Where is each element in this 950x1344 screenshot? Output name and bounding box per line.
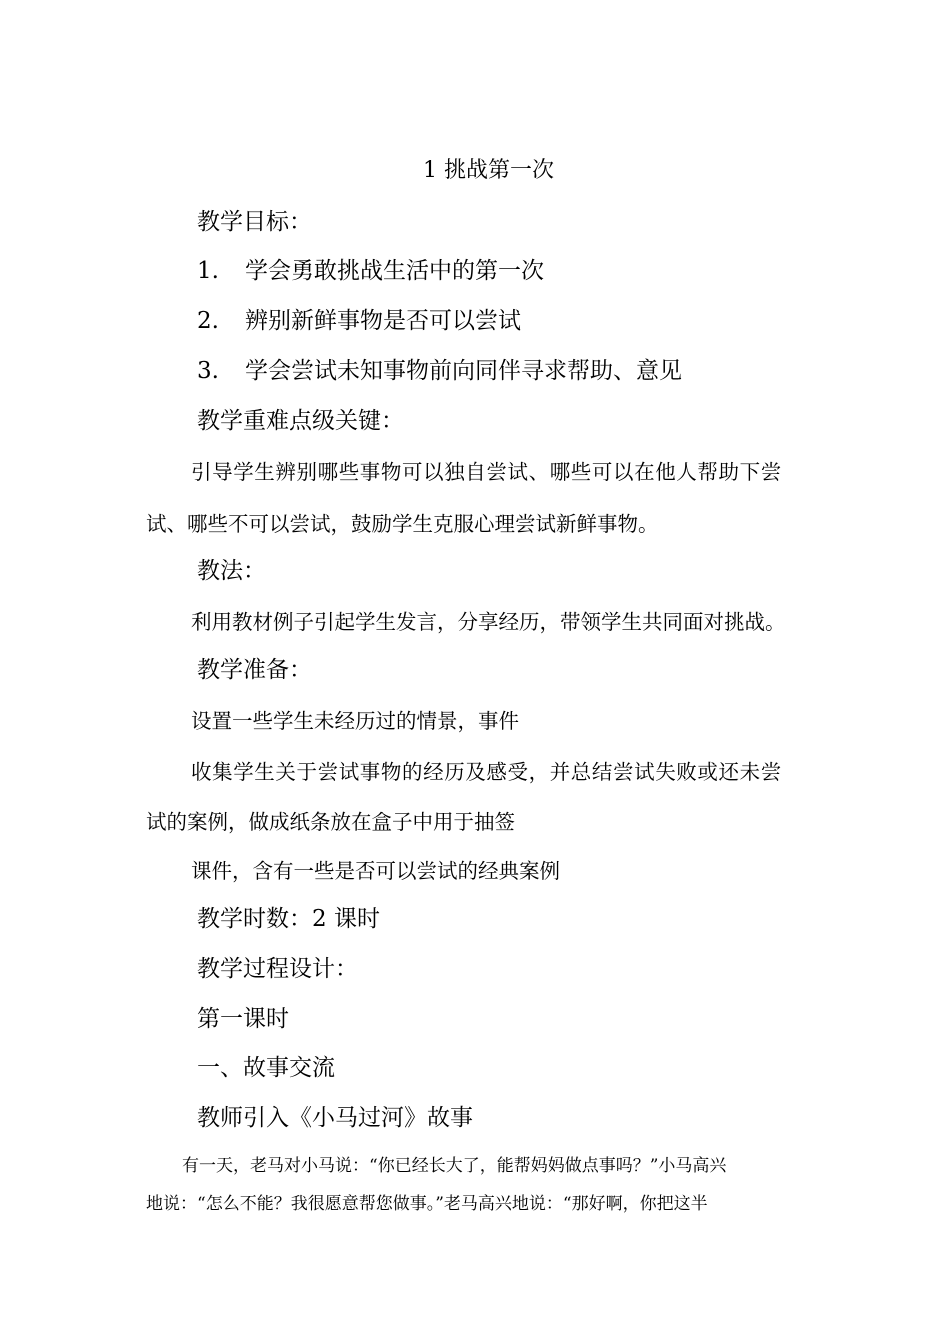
objective-text: 辨别新鲜事物是否可以尝试 — [245, 308, 521, 334]
story-line: 地说：“怎么不能？我很愿意帮您做事。”老马高兴地说：“那好啊，你把这半 — [146, 1194, 708, 1214]
objective-number: 2. — [197, 308, 219, 334]
key-points-line: 试、哪些不可以尝试，鼓励学生克服心理尝试新鲜事物。 — [146, 512, 659, 536]
objectives-heading: 教学目标： — [197, 209, 312, 235]
lesson-heading: 第一课时 — [197, 1006, 289, 1032]
method-heading: 教法： — [197, 558, 266, 584]
prep-item-line: 收集学生关于尝试事物的经历及感受，并总结尝试失败或还未尝 — [191, 760, 782, 784]
prep-item: 课件，含有一些是否可以尝试的经典案例 — [191, 859, 560, 883]
prep-heading: 教学准备： — [197, 657, 312, 683]
method-text: 利用教材例子引起学生发言，分享经历，带领学生共同面对挑战。 — [191, 610, 786, 634]
story-line: 有一天，老马对小马说：“你已经长大了，能帮妈妈做点事吗？”小马高兴 — [182, 1156, 727, 1176]
key-points-line: 引导学生辨别哪些事物可以独自尝试、哪些可以在他人帮助下尝 — [191, 460, 782, 484]
prep-item: 设置一些学生未经历过的情景，事件 — [191, 709, 519, 733]
objective-number: 3. — [197, 358, 219, 384]
objective-item — [197, 260, 544, 283]
story-intro: 教师引入《小马过河》故事 — [197, 1105, 473, 1131]
objective-item — [197, 310, 521, 333]
page-title: 1 挑战第一次 — [423, 158, 554, 183]
objective-text: 学会勇敢挑战生活中的第一次 — [245, 258, 544, 284]
process-heading: 教学过程设计： — [197, 956, 358, 982]
section-heading: 一、故事交流 — [197, 1055, 335, 1081]
objective-text: 学会尝试未知事物前向同伴寻求帮助、意见 — [245, 358, 682, 384]
objective-number: 1. — [197, 258, 219, 284]
prep-item-line: 试的案例，做成纸条放在盒子中用于抽签 — [146, 810, 515, 834]
objective-item — [197, 360, 682, 383]
teaching-hours: 教学时数：2 课时 — [197, 906, 380, 932]
key-points-heading: 教学重难点级关键： — [197, 408, 404, 434]
